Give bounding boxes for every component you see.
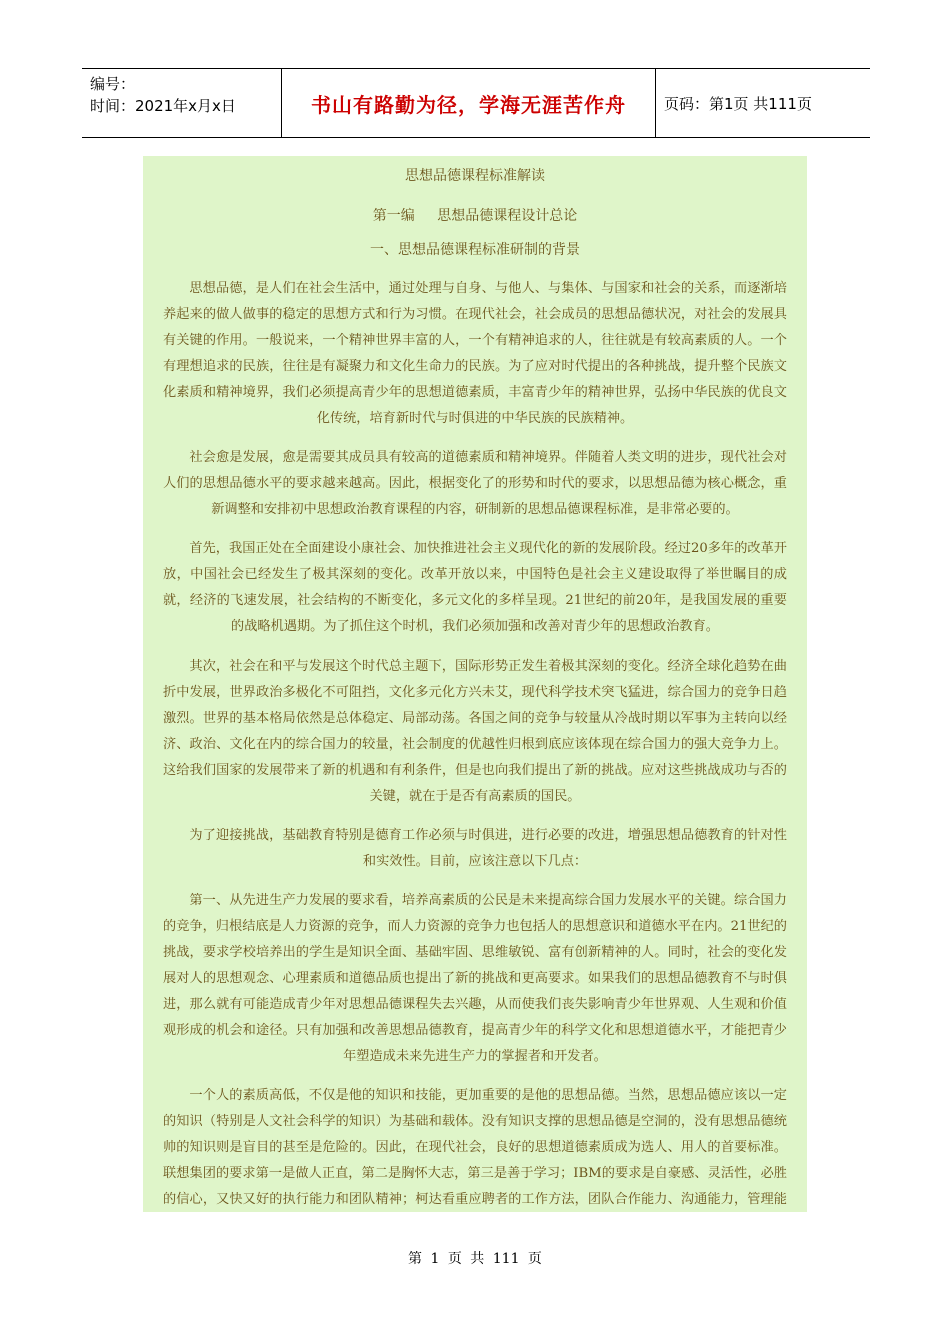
document-body (143, 156, 807, 1212)
paragraph: 思想品德，是人们在社会生活中，通过处理与自身、与他人、与集体、与国家和社会的关系，而逐渐培养起来的做人做事的稳定的思想方式和行为习惯。在现代社会，社会成员的思想品德状况，对社会的发展具有关键的作用。一般说来，一个精神世界丰富的人，一个有精神追求的人，往往就是有较高素质的人。一个有理想追求的民族，往往是有凝聚力和文化生命力的民族。为了应对时代提出的各种挑战，提升整个民族文化素质和精神境界，我们必须提高青少年的思想道德素质，丰富青少年的精神世界，弘扬中华民族的优良文化传统，培育新时代与时俱进的中华民族的民族精神。 (163, 281, 787, 426)
page-footer: 第 1 页 共 111 页 (408, 1251, 542, 1267)
motto-text: 书山有路勤为径，学海无涯苦作舟 (311, 92, 626, 117)
paragraph: 一个人的素质高低，不仅是他的知识和技能，更加重要的是他的思想品德。当然，思想品德应该以一定的知识（特别是人文社会科学的知识）为基础和载体。没有知识支撑的思想品德是空洞的，没有思想品德统帅的知识则是盲目的甚至是危险的。因此，在现代社会，良好的思想道德素质成为选人、用人的首要标准。联想集团的要求第一是做人正直，第二是胸怀大志，第三是善于学习；IBM的要求是自豪感、灵活性，必胜的信心，又快又好的执行能力和团队精神；柯达看重应聘者的工作方法，团队合作能力、沟通能力，管理能 (163, 1088, 787, 1208)
header-meta (82, 69, 282, 137)
paragraph: 第一、从先进生产力发展的要求看，培养高素质的公民是未来提高综合国力发展水平的关键。综合国力的竞争，归根结底是人力资源的竞争，而人力资源的竞争力也包括人的思想意识和道德水平在内。21世纪的挑战，要求学校培养出的学生是知识全面、基础牢固、思维敏锐、富有创新精神的人。同时，社会的变化发展对人的思想观念、心理素质和道德品质也提出了新的挑战和更高要求。如果我们的思想品德教育不与时俱进，那么就有可能造成青少年对思想品德课程失去兴趣，从而使我们丧失影响青少年世界观、人生观和价值观形成的机会和途径。只有加强和改善思想品德教育，提高青少年的科学文化和思想道德水平，才能把青少年塑造成未来先进生产力的掌握者和开发者。 (163, 892, 787, 1064)
document-title: 思想品德课程标准解读 (405, 168, 545, 184)
paragraph: 为了迎接挑战，基础教育特别是德育工作必须与时俱进，进行必要的改进，增强思想品德教育的针对性和实效性。目前，应该注意以下几点： (189, 827, 787, 869)
section-title: 一、思想品德课程标准研制的背景 (370, 242, 580, 258)
page-header (82, 68, 870, 138)
number-label: 编号： (90, 75, 136, 93)
paragraph: 社会愈是发展，愈是需要其成员具有较高的道德素质和精神境界。伴随着人类文明的进步，现代社会对人们的思想品德水平的要求越来越高。因此，根据变化了的形势和时代的要求，以思想品德为核心概念，重新调整和安排初中思想政治教育课程的内容，研制新的思想品德课程标准，是非常必要的。 (163, 450, 787, 518)
part-title: 第一编 思想品德课程设计总论 (372, 208, 578, 224)
time-label: 时间：2021年x月x日 (90, 97, 236, 115)
page-info: 页码：第1页 共111页 (664, 94, 812, 113)
header-motto-cell (282, 69, 656, 137)
paragraph: 其次，社会在和平与发展这个时代总主题下，国际形势正发生着极其深刻的变化。经济全球化趋势在曲折中发展，世界政治多极化不可阻挡，文化多元化方兴未艾，现代科学技术突飞猛进，综合国力的竞争日趋激烈。世界的基本格局依然是总体稳定、局部动荡。各国之间的竞争与较量从冷战时期以军事为主转向以经济、政治、文化在内的综合国力的较量，社会制度的优越性归根到底应该体现在综合国力的强大竞争力上。这给我们国家的发展带来了新的机遇和有利条件，但是也向我们提出了新的挑战。应对这些挑战成功与否的关键，就在于是否有高素质的国民。 (163, 658, 787, 804)
paragraph: 首先，我国正处在全面建设小康社会、加快推进社会主义现代化的新的发展阶段。经过20多年的改革开放，中国社会已经发生了极其深刻的变化。改革开放以来，中国特色是社会主义建设取得了举世瞩目的成就，经济的飞速发展，社会结构的不断变化，多元文化的多样呈现。21世纪的前20年，是我国发展的重要的战略机遇期。为了抓住这个时机，我们必须加强和改善对青少年的思想政治教育。 (163, 541, 787, 635)
